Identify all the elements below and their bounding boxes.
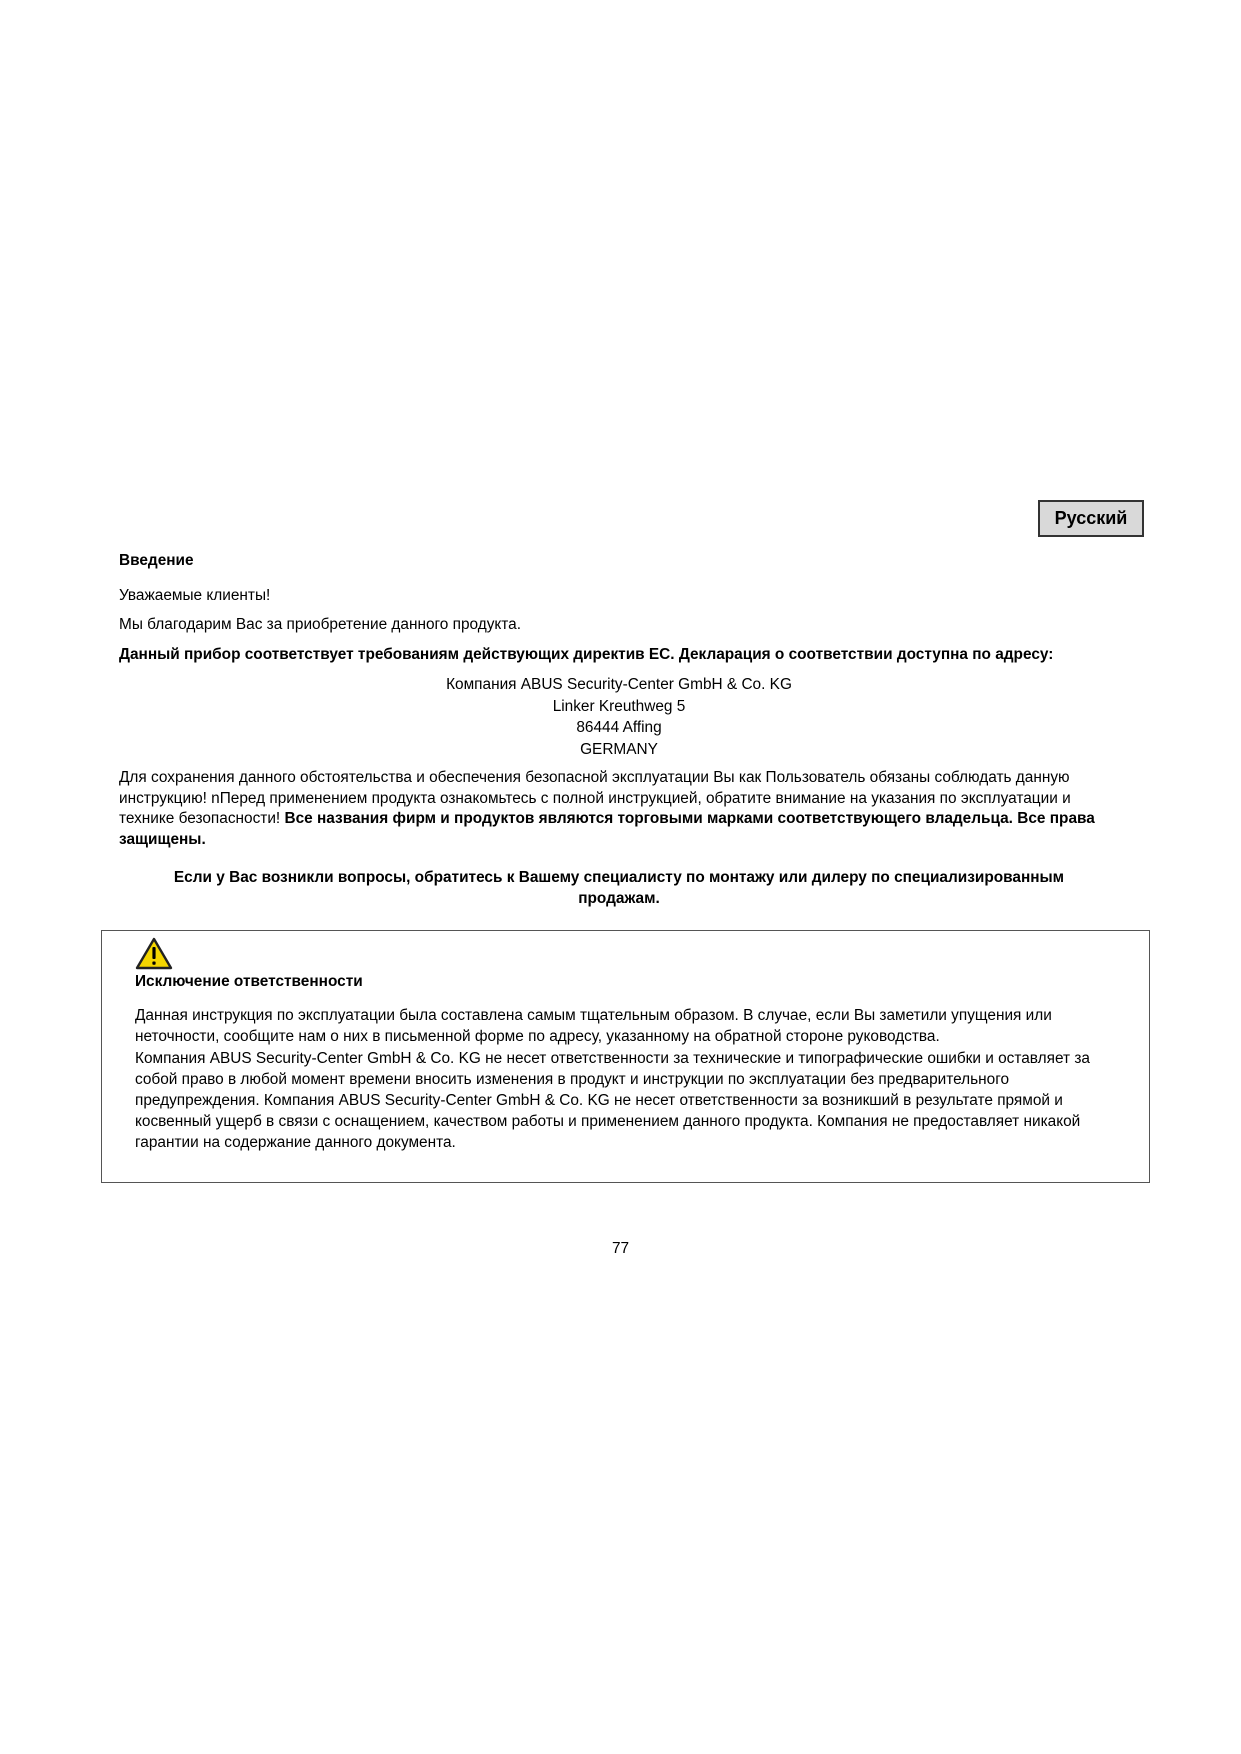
address-line-street: Linker Kreuthweg 5 [552, 697, 686, 715]
questions-notice: Если у Вас возникли вопросы, обратитесь к Вашему специалисту по монтажу или дилеру по специализированным продажам. [173, 869, 1065, 907]
disclaimer-title: Исключение ответственности [135, 973, 363, 990]
intro-section [119, 551, 1119, 909]
thanks-text: Мы благодарим Вас за приобретение данного продукта. [119, 616, 522, 633]
greeting-text: Уважаемые клиенты! [119, 586, 271, 604]
address-line-city: 86444 Affing [576, 719, 662, 736]
disclaimer-text [135, 1005, 1125, 1153]
conformity-text: Данный прибор соответствует требованиям действующих директив ЕС. Декларация о соответствии доступна по адресу: [119, 645, 1054, 663]
warning-triangle-icon [135, 937, 173, 970]
address-line-company: Компания ABUS Security-Center GmbH & Co. KG [446, 676, 792, 693]
language-badge: Русский [1038, 500, 1144, 537]
instructions-paragraph [119, 768, 1119, 850]
address-line-country: GERMANY [580, 740, 658, 758]
disclaimer-content [135, 971, 1125, 1154]
disclaimer-paragraph-2: Компания ABUS Security-Center GmbH & Co. KG не несет ответственности за технические и типографические ошибки и оставляет за собой право в любой момент времени вносить изменения в продукт и инструкции по эксплуатации без предварительного предупреждения. Компания ABUS Security-Center GmbH & Co. KG не несет ответственности за возникший в результате прямой и косвенный ущерб в связи с оснащением, качеством работы и применением данного продукта. Компания не предоставляет никакой гарантии на содержание данного документа. [135, 1049, 1090, 1152]
company-address [119, 674, 1119, 760]
disclaimer-paragraph-1: Данная инструкция по эксплуатации была составлена самым тщательным образом. В случае, если Вы заметили упущения или неточности, сообщите нам о них в письменной форме по адресу, указанному на обратной стороне руководства. [135, 1007, 1052, 1046]
instructions-normal-text: Для сохранения данного обстоятельства и обеспечения безопасной эксплуатации Вы как Пользователь обязаны соблюдать данную инструкцию! nПеред применением продукта ознакомьтесь с полной инструкцией, обратите внимание на указания по эксплуатации и технике безопасности! [119, 769, 1071, 827]
section-heading: Введение [119, 552, 194, 569]
disclaimer-box [101, 930, 1150, 1183]
trademark-notice: Все названия фирм и продуктов являются торговыми марками соответствующего владельца. Все права защищены. [119, 810, 1095, 848]
page-number: 77 [611, 1240, 630, 1257]
